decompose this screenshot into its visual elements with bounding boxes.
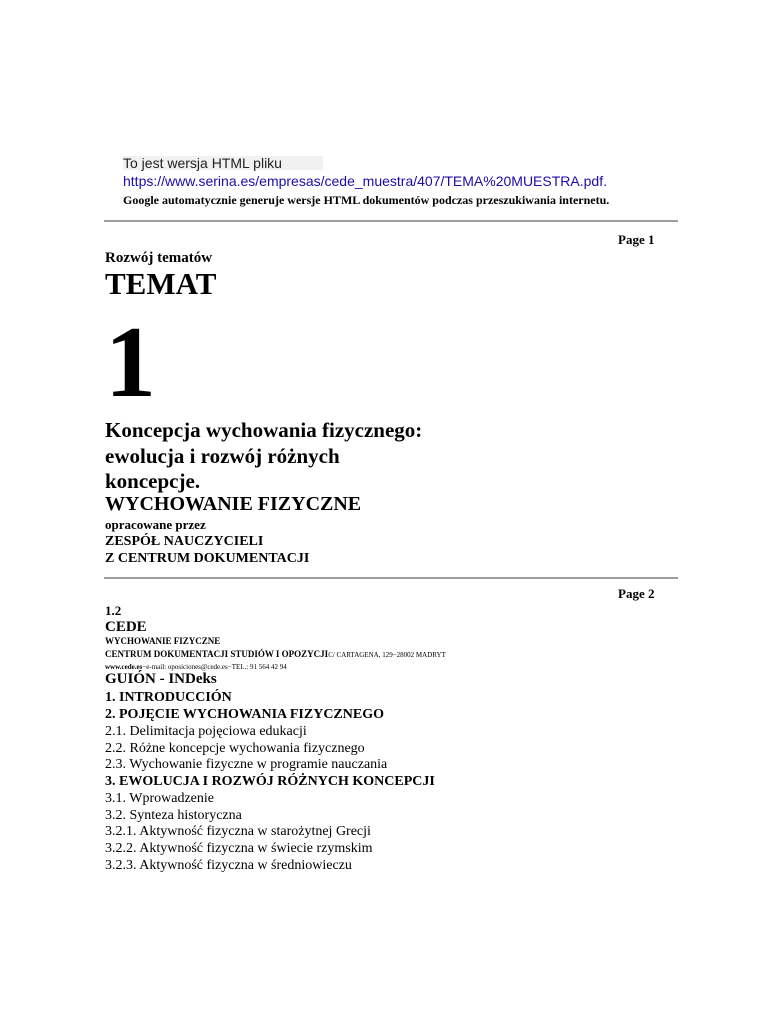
team-line-2: Z CENTRUM DOKUMENTACJI bbox=[105, 551, 310, 566]
page-1-label: Page 1 bbox=[618, 232, 655, 247]
toc-item: 3.2.2. Aktywność fizyczna w świecie rzymskim bbox=[105, 841, 373, 856]
toc-item: 3. EWOLUCJA I ROZWÓJ RÓŻNYCH KONCEPCJI bbox=[105, 774, 435, 789]
cache-notice: To jest wersja HTML pliku bbox=[123, 156, 323, 170]
source-url-link[interactable]: https://www.serina.es/empresas/cede_muestra/407/TEMA%20MUESTRA.pdf. bbox=[123, 173, 607, 189]
toc-item: 3.2. Synteza historyczna bbox=[105, 808, 242, 823]
topic-title-line-2: ewolucja i rozwój różnych bbox=[105, 444, 340, 468]
page-divider-1 bbox=[104, 220, 678, 222]
subject-heading: WYCHOWANIE FIZYCZNE bbox=[105, 493, 362, 515]
subject-small: WYCHOWANIE FIZYCZNE bbox=[105, 636, 221, 646]
section-code: 1.2 bbox=[105, 603, 122, 618]
section-title: Rozwój tematów bbox=[105, 250, 213, 266]
contact-web: www.cede.es bbox=[105, 663, 143, 671]
toc-item: 3.2.3. Aktywność fizyczna w średniowieczu bbox=[105, 858, 352, 873]
page-2-label: Page 2 bbox=[618, 586, 655, 601]
cache-description: Google automatycznie generuje wersje HTML dokumentów podczas przeszukiwania internetu. bbox=[123, 193, 610, 207]
topic-title-line-3: koncepcje. bbox=[105, 469, 201, 493]
topic-title-line-1: Koncepcja wychowania fizycznego: bbox=[105, 418, 423, 442]
prepared-by: opracowane przez bbox=[105, 517, 206, 532]
contact-line bbox=[105, 663, 287, 671]
toc-item: 3.2.1. Aktywność fizyczna w starożytnej Grecji bbox=[105, 824, 371, 839]
toc-item: 2.1. Delimitacja pojęciowa edukacji bbox=[105, 724, 307, 739]
page-divider-2 bbox=[104, 577, 678, 579]
brand-name: CEDE bbox=[105, 619, 147, 635]
contact-details: −e-mail: oposiciones@cede.es−TEL.: 91 564 42 94 bbox=[142, 663, 287, 671]
center-name: CENTRUM DOKUMENTACJI STUDIÓW I OPOZYCJI bbox=[105, 649, 329, 659]
temat-heading: TEMAT bbox=[105, 266, 217, 301]
center-line bbox=[105, 649, 446, 659]
toc-item: 2.3. Wychowanie fizyczne w programie nauczania bbox=[105, 757, 388, 772]
center-address: C/ CARTAGENA, 129−28002 MADRYT bbox=[328, 651, 446, 659]
topic-number: 1 bbox=[105, 306, 156, 419]
team-line-1: ZESPÓŁ NAUCZYCIELI bbox=[105, 534, 264, 549]
toc-item: 2.2. Różne koncepcje wychowania fizycznego bbox=[105, 741, 365, 756]
toc-item: 2. POJĘCIE WYCHOWANIA FIZYCZNEGO bbox=[105, 707, 385, 722]
toc-item: 1. INTRODUCCIÓN bbox=[105, 690, 232, 705]
toc-title: GUIÓN - INDeks bbox=[105, 671, 217, 687]
toc-item: 3.1. Wprowadzenie bbox=[105, 791, 214, 806]
